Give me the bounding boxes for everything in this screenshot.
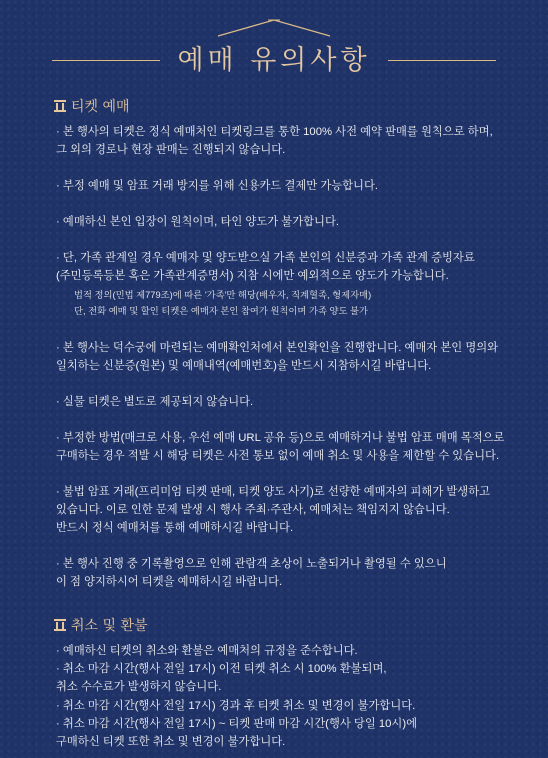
list-item: · 취소 마감 시간(행사 전일 17시) 경과 후 티켓 취소 및 변경이 불가합니다. [56,700,416,712]
list-item: · 취소 마감 시간(행사 전일 17시) ~ 티켓 판매 마감 시간(행사 당일 10시)에 구매하신 티켓 또한 취소 및 변경이 불가합니다. [56,718,418,748]
list-item: · 예매하신 티켓의 취소와 환불은 예매처의 규정을 준수합니다. [56,645,358,657]
list-item: · 본 행사는 덕수궁에 마련되는 예매확인처에서 본인확인을 진행합니다. 예매자 본인 명의와 일치하는 신분증(원본) 및 예매내역(예매번호)을 반드시 지참하시길 바랍니다. [56,342,499,372]
list-item: · 본 행사 진행 중 기록촬영으로 인해 관람객 초상이 노출되거나 촬영될 수 있으니 이 점 양지하시어 티켓을 예매하시길 바랍니다. [56,558,447,588]
section-heading-ticket [54,96,130,116]
pillar-icon [54,619,66,631]
roof-ornament-icon [0,0,548,40]
list-item: · 부정한 방법(매크로 사용, 우선 예매 URL 공유 등)으로 예매하거나 불법 암표 매매 목적으로 구매하는 경우 적발 시 해당 티켓은 사전 통보 없이 예매 취소 및 사용을 제한할 수 있습니다. [56,432,505,462]
list-item: · 취소 마감 시간(행사 전일 17시) 이전 티켓 취소 시 100% 환불되며, 취소 수수료가 발생하지 않습니다. [56,663,387,693]
section-heading-label: 취소 및 환불 [71,618,148,634]
list-item: · 부정 예매 및 암표 거래 방지를 위해 신용카드 결제만 가능합니다. [56,180,379,192]
section-heading-refund [54,615,148,635]
list-item: · 실물 티켓은 별도로 제공되지 않습니다. [56,396,254,408]
page-header [0,0,548,90]
title-rule-right [388,60,496,61]
sub-note: 법적 정의(민법 제779조)에 따른 '가족'만 해당(배우자, 직계혈족, 형제자매) [74,290,372,300]
list-item: · 예매하신 본인 입장이 원칙이며, 타인 양도가 불가합니다. [56,216,340,228]
list-item: · 단, 가족 관계일 경우 예매자 및 양도받으실 가족 본인의 신분증과 가족 관계 증빙자료 (주민등록등본 혹은 가족관계증명서) 지참 시에만 예외적으로 양도가 가능합니다. [56,252,475,282]
pillar-icon [54,100,66,112]
sub-note: 단, 전화 예매 및 할인 티켓은 예매자 본인 참여가 원칙이며 가족 양도 불가 [74,306,369,316]
list-item: · 불법 암표 거래(프리미엄 티켓 판매, 티켓 양도 사기)로 선량한 예매자의 피해가 발생하고 있습니다. 이로 인한 문제 발생 시 행사 주최·주관사, 예매처는 책임지지 않습니다. 반드시 정식 예매처를 통해 예매하시길 바랍니다. [56,486,491,534]
section-heading-label: 티켓 예매 [71,99,130,115]
list-item: · 본 행사의 티켓은 정식 예매처인 티켓링크를 통한 100% 사전 예약 판매를 원칙으로 하며, 그 외의 경로나 현장 판매는 진행되지 않습니다. [56,126,493,156]
page-title: 예매 유의사항 [177,45,371,76]
